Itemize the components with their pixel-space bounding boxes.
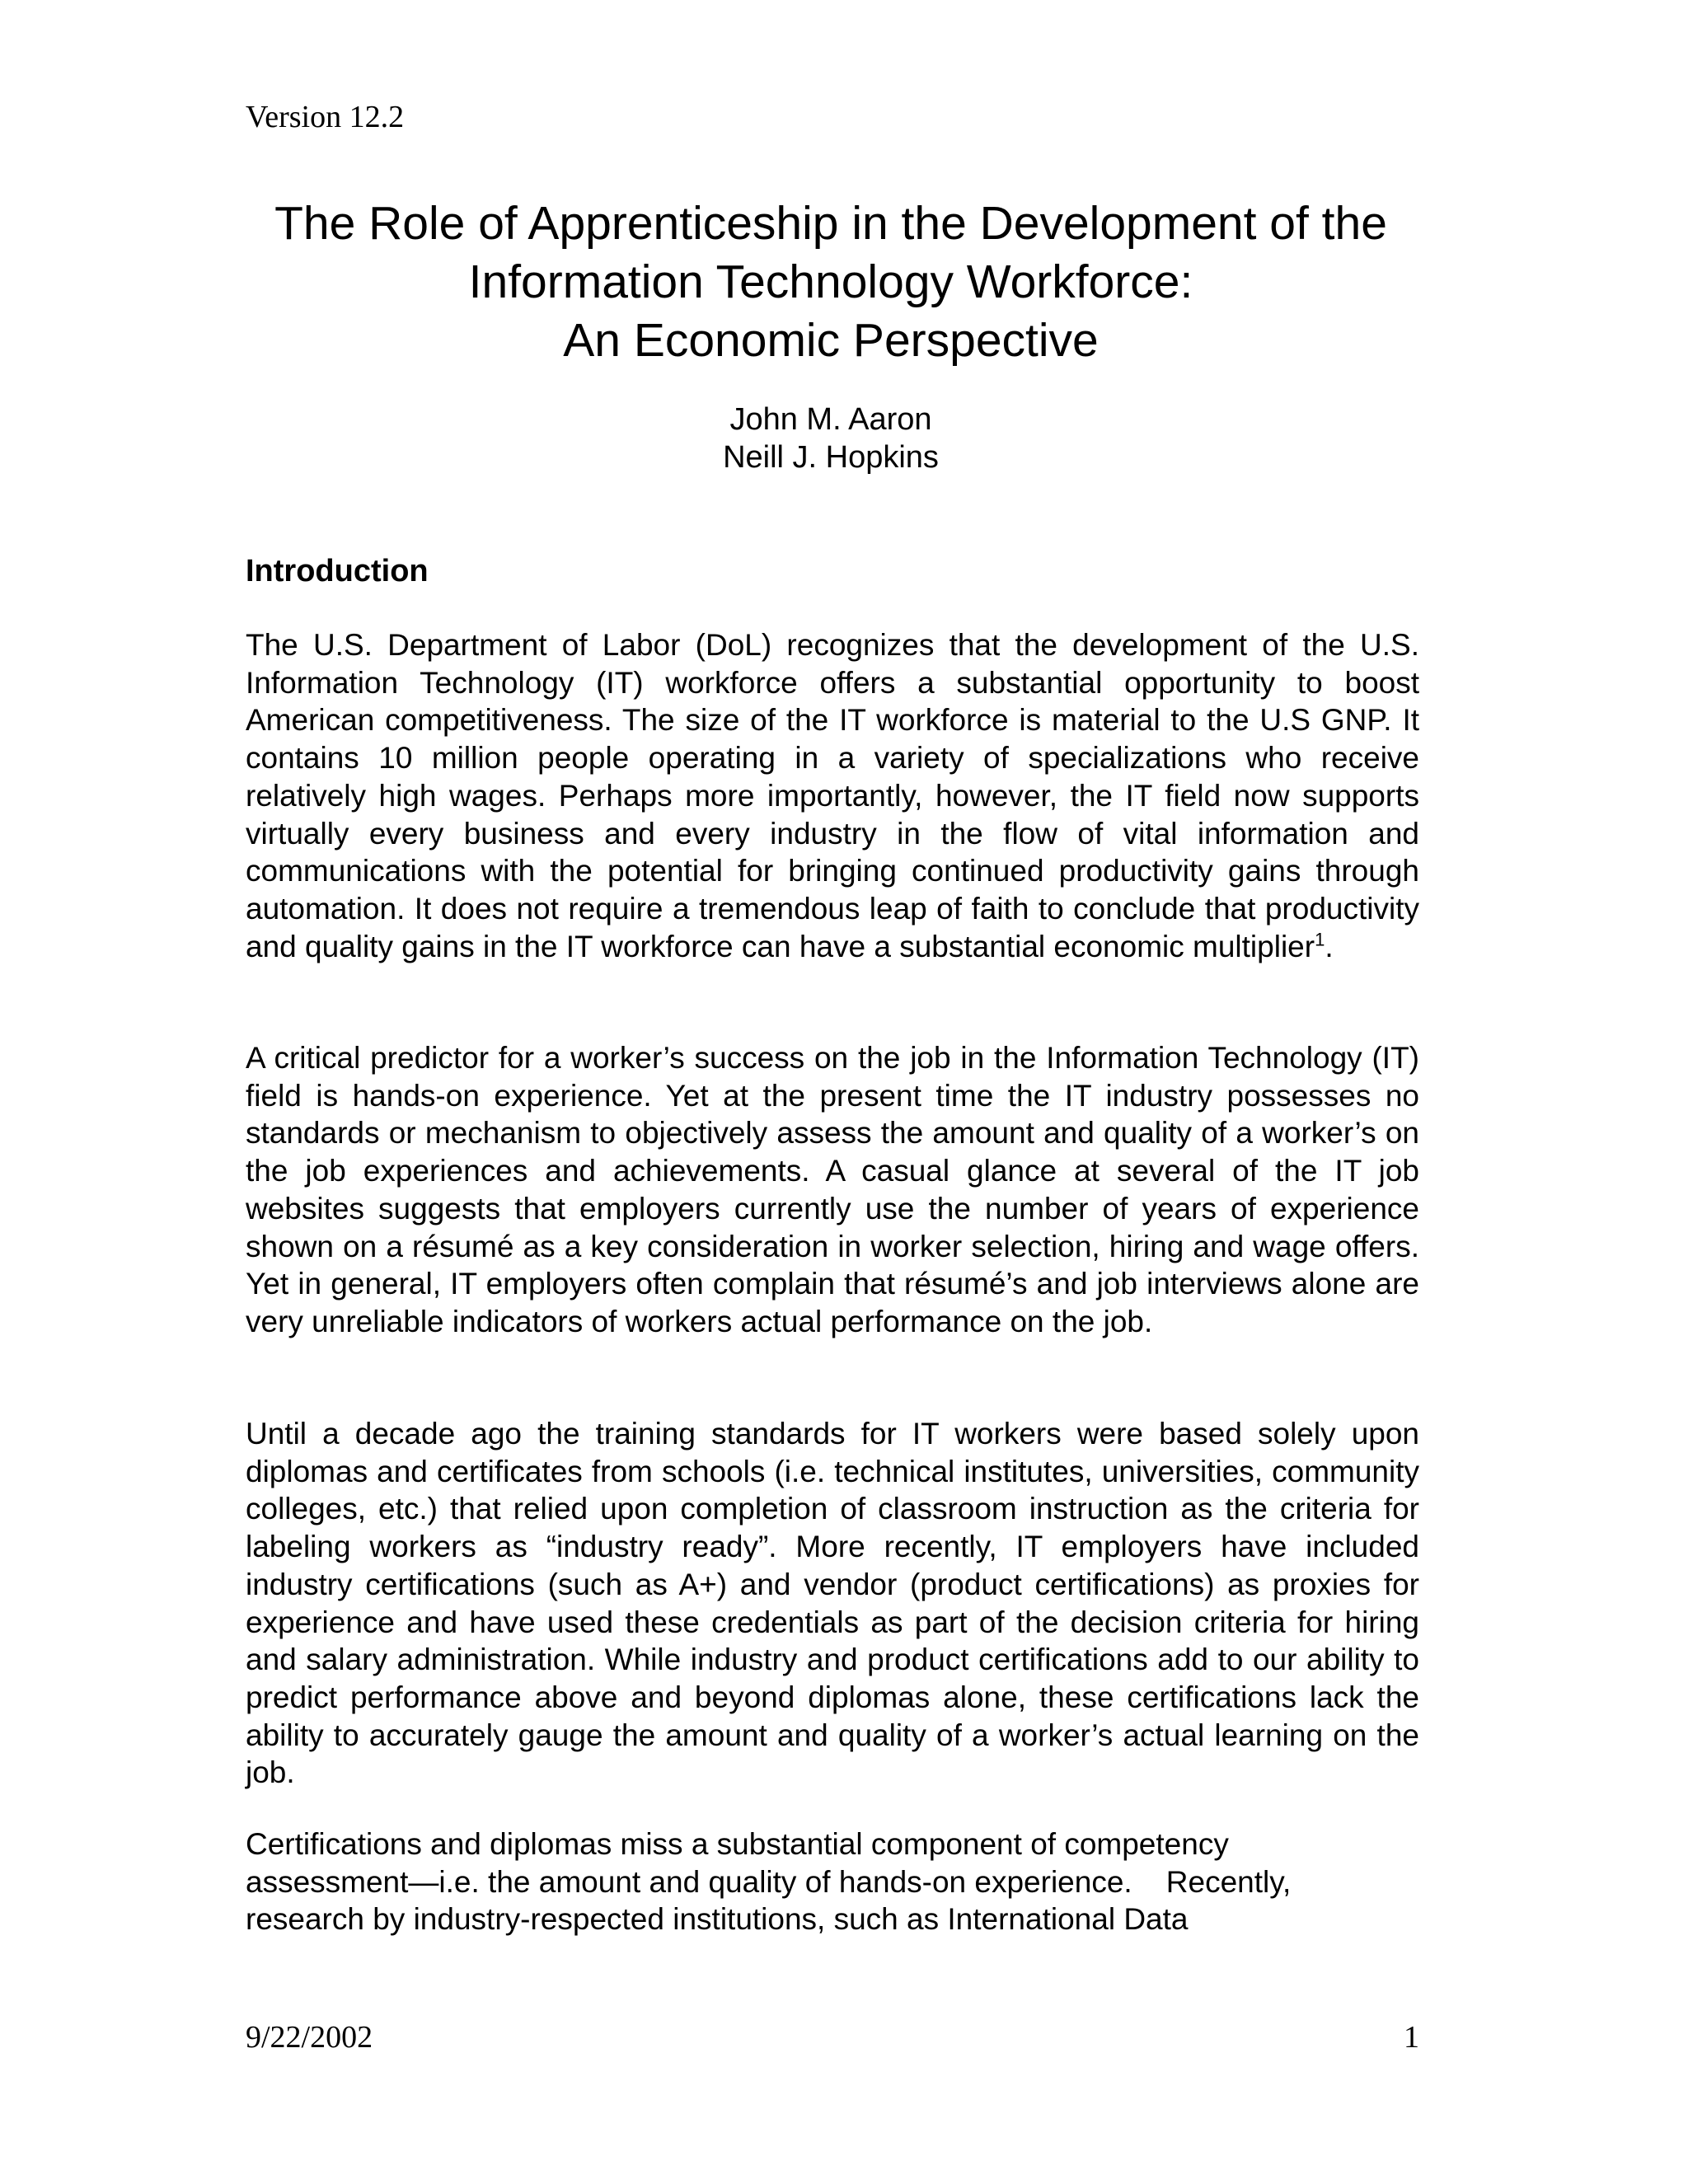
paragraph-3: Until a decade ago the training standards for IT workers were based solely upon diplomas and certificates from schools (i.e. technical institutes, universities, community colleges, etc.) that relied upon completion of classroom instruction as the criteria for labeling workers as “industry ready”. More recently, IT employers have included industry certifications (such as A+) and vendor (product certifications) as proxies for experience and have used these credentials as part of the decision criteria for hiring and salary administration. While industry and product certifications add to our ability to predict performance above and beyond diplomas alone, these certifications lack the ability to accurately gauge the amount and quality of a worker’s actual learning on the job.	[246, 1417, 1419, 1790]
paragraph-2: A critical predictor for a worker’s success on the job in the Information Technology (IT) field is hands-on experience. Yet at the present time the IT industry possesses no standards or mechanism to objectively assess the amount and quality of a worker’s on the job experiences and achievements. A casual glance at several of the IT job websites suggests that employers currently use the number of years of experience shown on a résumé as a key consideration in worker selection, hiring and wage offers. Yet in general, IT employers often complain that résumé’s and job interviews alone are very unreliable indicators of workers actual performance on the job.	[246, 1041, 1419, 1338]
document-title	[246, 194, 1416, 370]
paragraph-4-line: Certifications and diplomas miss a substantial component of competency	[246, 1827, 1229, 1861]
author-list	[246, 401, 1416, 476]
footer-date: 9/22/2002	[246, 2020, 373, 2055]
author-name: John M. Aaron	[729, 402, 932, 437]
version-label: Version 12.2	[246, 100, 405, 134]
title-line-3: An Economic Perspective	[563, 314, 1099, 367]
footnote-reference: 1	[1315, 929, 1325, 950]
paragraph-1	[246, 626, 1419, 965]
section-heading-introduction: Introduction	[246, 554, 429, 588]
paragraph-4-line: research by industry-respected institutions, such as International Data	[246, 1902, 1189, 1937]
paragraph-4-line: assessment—i.e. the amount and quality of hands-on experience. Recently,	[246, 1864, 1292, 1899]
paragraph-1-end: .	[1325, 929, 1334, 963]
title-line-1: The Role of Apprenticeship in the Development of the	[274, 197, 1387, 250]
page-number: 1	[1404, 2020, 1419, 2055]
author-name: Neill J. Hopkins	[723, 440, 939, 475]
title-line-2: Information Technology Workforce:	[468, 255, 1193, 308]
paragraph-1-text: The U.S. Department of Labor (DoL) recognizes that the development of the U.S. Information Technology (IT) workforce offers a substantial opportunity to boost American competitiveness. The size of the IT workforce is material to the U.S GNP. It contains 10 million people operating in a variety of specializations who receive relatively high wages. Perhaps more importantly, however, the IT field now supports virtually every business and every industry in the flow of vital information and communications with the potential for bringing continued productivity gains through automation. It does not require a tremendous leap of faith to conclude that productivity and quality gains in the IT workforce can have a substantial economic multiplier	[246, 628, 1419, 963]
paragraph-4	[246, 1825, 1419, 1938]
